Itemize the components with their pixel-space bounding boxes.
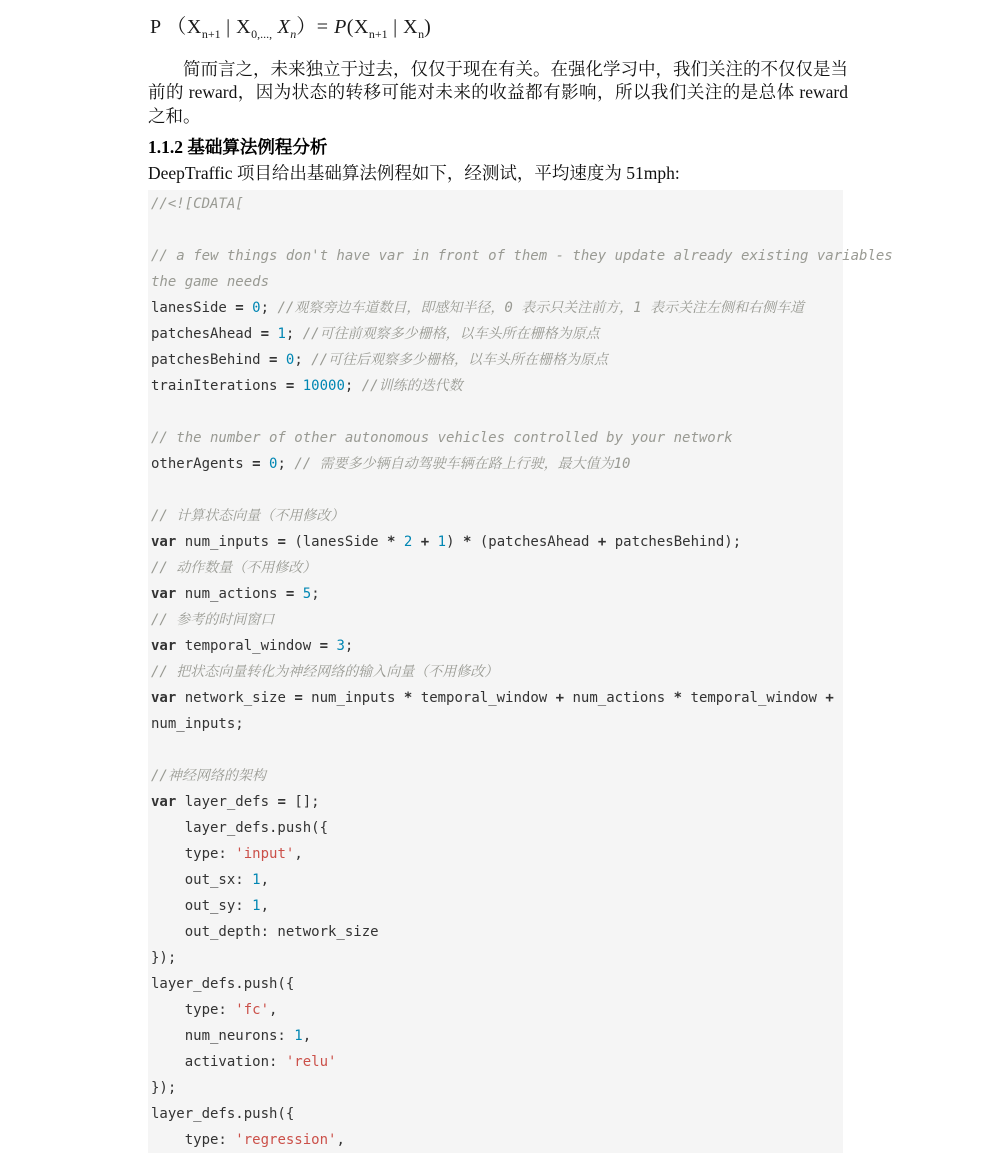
formula-segment: n [290, 27, 297, 41]
code-token: ; [344, 637, 354, 654]
code-token: //可往前观察多少栅格，以车头所在栅格为原点 [302, 325, 600, 342]
code-line [151, 685, 843, 711]
code-token: //可往后观察多少栅格，以车头所在栅格为原点 [311, 351, 609, 368]
code-line [151, 295, 843, 321]
code-token: 'fc' [235, 1001, 270, 1018]
code-line [151, 243, 893, 269]
code-token: ; [294, 351, 312, 368]
code-token: activation: [151, 1053, 286, 1070]
code-token: 'relu' [285, 1053, 337, 1070]
code-token: temporal_window [176, 637, 320, 654]
code-token: var [151, 689, 177, 706]
formula-segment: n+1 [201, 27, 221, 41]
code-token: ; [260, 299, 278, 316]
code-line [151, 269, 843, 295]
code-token: + [420, 533, 430, 550]
code-token: var [151, 585, 177, 602]
code-token: patchesBehind [151, 351, 270, 368]
code-token: , [294, 845, 303, 862]
code-token: 1 [437, 533, 447, 550]
code-token: = [319, 637, 329, 654]
code-token: otherAgents [151, 455, 253, 472]
code-token: patchesAhead [151, 325, 261, 342]
code-token: // 计算状态向量（不用修改） [151, 507, 345, 524]
code-token: + [825, 689, 834, 706]
code-token: = [285, 377, 295, 394]
code-token: the game needs [151, 273, 270, 290]
code-line [151, 347, 843, 373]
code-line [151, 191, 843, 217]
code-line [151, 763, 843, 789]
code-line [151, 1049, 843, 1075]
code-line [151, 217, 843, 243]
code-line [151, 971, 843, 997]
code-token: 5 [302, 585, 312, 602]
code-token: ) [446, 533, 463, 550]
code-token: var [151, 533, 177, 550]
code-line [151, 1101, 843, 1127]
formula-segment: 0,..., [251, 27, 273, 41]
code-token: //观察旁边车道数目，即感知半径，0 表示只关注前方，1 表示关注左侧和右侧车道 [277, 299, 805, 316]
code-token: var [151, 793, 177, 810]
code-token: + [555, 689, 565, 706]
code-line [151, 1127, 843, 1153]
formula-segment: X [272, 16, 291, 38]
code-token [244, 300, 252, 316]
code-token: num_inputs [176, 533, 278, 550]
code-token: //训练的迭代数 [361, 377, 463, 394]
code-token [294, 586, 302, 602]
code-token [294, 378, 302, 394]
code-token: out_sx: [151, 871, 253, 888]
code-line [151, 633, 843, 659]
code-block [148, 190, 893, 1153]
code-token: layer_defs.push({ [151, 975, 295, 992]
code-token: * [462, 533, 472, 550]
code-line [151, 789, 843, 815]
code-token: + [597, 533, 607, 550]
code-token: , [302, 1027, 312, 1044]
code-token: var [151, 637, 177, 654]
code-token: 1 [252, 897, 261, 914]
code-intro-text: DeepTraffic 项目给出基础算法例程如下，经测试，平均速度为 51mph: [148, 162, 680, 183]
code-token: = [260, 325, 270, 342]
code-token: * [673, 689, 683, 706]
formula-segment: | X [220, 16, 252, 38]
formula-segment: (X [346, 16, 369, 38]
code-token: 1 [252, 871, 261, 888]
code-token: layer_defs.push({ [151, 1105, 295, 1122]
code-token: = [285, 585, 295, 602]
code-token: , [260, 897, 270, 914]
code-token: * [403, 689, 413, 706]
code-token: * [387, 533, 396, 550]
page-content [148, 0, 893, 1153]
code-token: // 把状态向量转化为神经网络的输入向量（不用修改） [151, 663, 499, 680]
code-line [151, 607, 843, 633]
code-token: 1 [294, 1027, 303, 1044]
code-token: // 动作数量（不用修改） [151, 559, 317, 576]
code-token: (patchesAhead [471, 533, 598, 550]
code-token: }); [151, 949, 177, 966]
code-token: ; [311, 585, 320, 602]
code-token: 3 [336, 637, 345, 654]
code-line [151, 1075, 843, 1101]
code-line [151, 867, 843, 893]
code-token: // 参考的时间窗口 [151, 611, 275, 628]
code-line [151, 945, 843, 971]
code-token: //神经网络的架构 [151, 767, 266, 784]
code-token: layer_defs [176, 793, 278, 810]
code-token [395, 534, 403, 550]
code-token: num_inputs; [151, 715, 244, 732]
code-token: , [336, 1131, 345, 1148]
code-line [151, 919, 843, 945]
code-line [151, 477, 843, 503]
code-token: = [269, 351, 278, 368]
code-line [151, 503, 843, 529]
code-token: , [269, 1001, 278, 1018]
code-token: }); [151, 1079, 177, 1096]
code-line [151, 451, 843, 477]
formula-segment: P （X [150, 16, 202, 38]
code-token: (lanesSide [285, 533, 388, 550]
code-token: lanesSide [151, 299, 236, 316]
code-token: ; [344, 377, 362, 394]
formula-segment: ) [424, 16, 432, 38]
formula-segment: ）= [296, 16, 335, 38]
code-token: patchesBehind); [606, 533, 742, 550]
formula-segment: n [418, 27, 425, 41]
formula-segment: P [334, 16, 347, 38]
code-token: out_sy: [151, 897, 253, 914]
code-token: 2 [403, 533, 413, 550]
code-token: = [235, 299, 244, 316]
code-token: ; [285, 325, 303, 342]
code-token: type: [151, 845, 236, 862]
code-token: num_actions [176, 585, 286, 602]
code-token: temporal_window [412, 689, 556, 706]
code-token: = [277, 533, 286, 550]
code-token: network_size [176, 689, 295, 706]
code-line [151, 737, 843, 763]
code-line [151, 841, 843, 867]
code-token: num_actions [564, 689, 674, 706]
code-line [151, 997, 843, 1023]
code-token: 0 [252, 299, 261, 316]
code-line [151, 659, 843, 685]
code-token: = [277, 793, 286, 810]
code-token: []; [285, 793, 320, 810]
code-token: 0 [285, 351, 295, 368]
code-line [151, 399, 843, 425]
code-token: type: [151, 1001, 236, 1018]
markov-property-formula [150, 10, 848, 42]
section-heading: 1.1.2 基础算法例程分析 [148, 136, 328, 157]
code-line [151, 321, 843, 347]
code-token: , [260, 871, 270, 888]
code-token [277, 352, 285, 368]
code-line [151, 529, 843, 555]
code-token: 1 [277, 325, 286, 342]
code-token: = [252, 455, 261, 472]
code-token: 'regression' [235, 1131, 337, 1148]
code-line [151, 373, 843, 399]
code-token: num_inputs [302, 689, 404, 706]
code-token: 0 [269, 455, 278, 472]
code-token: //<![CDATA[ [151, 195, 244, 212]
code-line [151, 1023, 843, 1049]
formula-segment: | X [387, 16, 419, 38]
code-token [429, 534, 437, 550]
code-token [261, 456, 269, 472]
code-token: layer_defs.push({ [151, 819, 329, 836]
code-token: ; [277, 455, 295, 472]
code-line [151, 711, 843, 737]
code-line [151, 581, 843, 607]
code-token: out_depth: network_size [151, 923, 379, 940]
code-token: = [294, 689, 303, 706]
code-token: // the number of other autonomous vehicles controlled by your network [151, 429, 733, 446]
code-line [151, 425, 843, 451]
code-line [151, 815, 843, 841]
code-token: temporal_window [682, 689, 826, 706]
code-line [151, 555, 843, 581]
code-line [151, 893, 843, 919]
formula-segment: n+1 [368, 27, 388, 41]
code-token: 10000 [302, 377, 345, 394]
code-token: type: [151, 1131, 236, 1148]
code-token [412, 534, 420, 550]
code-token: // a few things don't have var in front of them - they update already existing variables [151, 247, 893, 264]
code-token: trainIterations [151, 377, 286, 394]
body-paragraph: 简而言之，未来独立于过去，仅仅于现在有关。在强化学习中，我们关注的不仅仅是当前的 reward，因为状态的转移可能对未来的收益都有影响，所以我们关注的是总体 reward 之和。 [148, 59, 848, 126]
code-token: // 需要多少辆自动驾驶车辆在路上行驶，最大值为10 [294, 455, 631, 472]
code-token: num_neurons: [151, 1027, 295, 1044]
code-token: 'input' [235, 845, 295, 862]
